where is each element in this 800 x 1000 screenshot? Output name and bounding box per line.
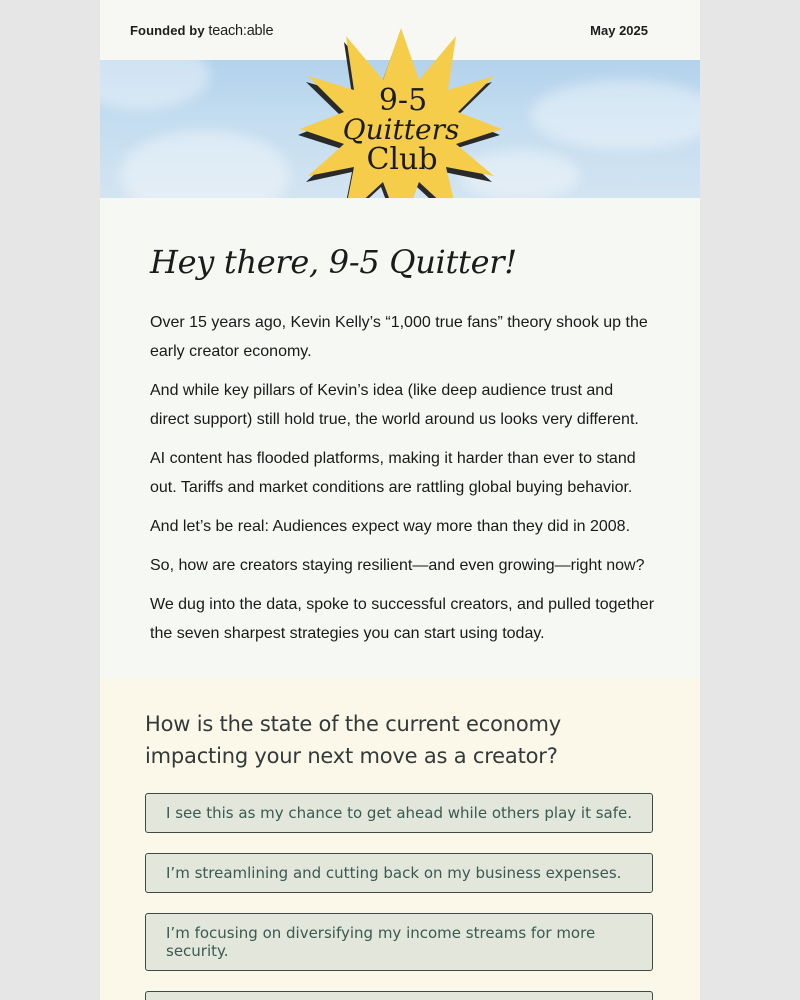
paragraph: AI content has flooded platforms, making it harder than ever to stand out. Tariffs and market conditions are rattling global buying behavior. bbox=[150, 450, 636, 496]
email-body bbox=[100, 0, 700, 1000]
paragraph: And let’s be real: Audiences expect way more than they did in 2008. bbox=[150, 518, 631, 535]
poll-option-label: I’m focusing on diversifying my income streams for more security. bbox=[166, 924, 596, 960]
badge-line1: 9-5 bbox=[378, 83, 428, 118]
founded-by bbox=[130, 23, 273, 39]
intro-section bbox=[100, 198, 700, 678]
poll-option-label: I see this as my chance to get ahead while others play it safe. bbox=[166, 804, 633, 822]
poll-option-diversifying[interactable] bbox=[145, 913, 653, 971]
intro-paragraphs bbox=[150, 308, 655, 658]
poll-option-streamlining[interactable] bbox=[145, 853, 653, 893]
issue-date: May 2025 bbox=[590, 23, 648, 38]
badge-line3: Club bbox=[366, 142, 438, 177]
greeting-heading: Hey there, 9-5 Quitter! bbox=[150, 243, 517, 281]
teachable-logo[interactable]: teach:able bbox=[208, 23, 274, 39]
founded-prefix: Founded by bbox=[130, 23, 205, 38]
poll-section bbox=[100, 678, 700, 1000]
badge-line2: Quitters bbox=[342, 113, 460, 146]
poll-option-get-ahead[interactable] bbox=[145, 793, 653, 833]
paragraph: Over 15 years ago, Kevin Kelly’s “1,000 true fans” theory shook up the early creator economy. bbox=[150, 314, 648, 360]
poll-option-more[interactable] bbox=[145, 991, 653, 1000]
poll-option-label: I’m streamlining and cutting back on my business expenses. bbox=[166, 864, 622, 882]
paragraph: We dug into the data, spoke to successful creators, and pulled together the seven sharpest strategies you can start using today. bbox=[150, 596, 655, 642]
paragraph: So, how are creators staying resilient—and even growing—right now? bbox=[150, 557, 645, 574]
poll-question: How is the state of the current economy impacting your next move as a creator? bbox=[145, 712, 561, 768]
paragraph: And while key pillars of Kevin’s idea (like deep audience trust and direct support) still hold true, the world around us looks very different. bbox=[150, 382, 639, 428]
